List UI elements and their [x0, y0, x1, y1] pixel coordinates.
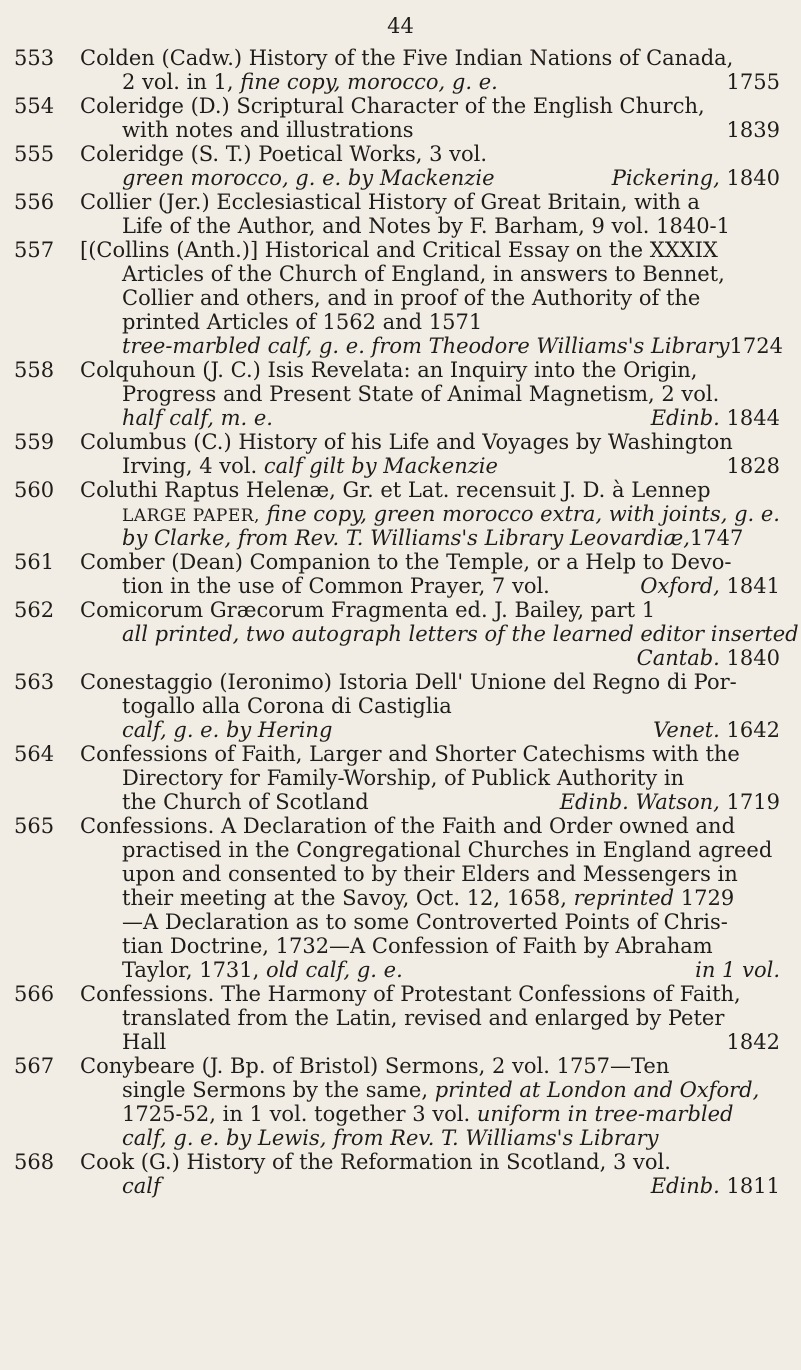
lot-number: 554: [14, 94, 55, 118]
binding-note: calf, g. e. by Lewis, from Rev. T. Williams's Library: [122, 1126, 659, 1150]
lot-number: 556: [14, 190, 55, 214]
entry-detail: Directory for Family-Worship, of Publick Authority in: [122, 766, 685, 790]
entry-date: 1840: [726, 646, 780, 670]
entry-detail: printed Articles of 1562 and 1571: [122, 310, 483, 334]
lot-number: 563: [14, 670, 55, 694]
entry-title: Confessions of Faith, Larger and Shorter Catechisms with the: [80, 742, 740, 766]
entry-detail: [122, 166, 780, 190]
lot-number: 561: [14, 550, 55, 574]
lot-number: 559: [14, 430, 55, 454]
entry-text: 1725-52, in 1 vol. together 3 vol.: [122, 1102, 477, 1126]
lot-number: 566: [14, 982, 55, 1006]
entry-text: Hall: [122, 1030, 167, 1054]
entry-detail: Life of the Author, and Notes by F. Barham, 9 vol. 1840-1: [122, 214, 731, 238]
entry-title: Coleridge (D.) Scriptural Character of the English Church,: [80, 94, 705, 118]
entry-text: Irving, 4 vol.: [122, 454, 264, 478]
binding-note: tree-marbled calf, g. e. from Theodore Williams's Library: [122, 334, 730, 358]
entry-detail: [122, 1174, 780, 1198]
entry-place: Edinb. Watson,: [559, 790, 720, 814]
entry-title: Comicorum Græcorum Fragmenta ed. J. Bailey, part 1: [80, 598, 656, 622]
entry-text: single Sermons by the same,: [122, 1078, 435, 1102]
entry-date: 1839: [726, 118, 780, 142]
entry-detail: practised in the Congregational Churches in England agreed: [122, 838, 773, 862]
entry-place: Pickering,: [611, 166, 720, 190]
entry-title: Collier (Jer.) Ecclesiastical History of Great Britain, with a: [80, 190, 700, 214]
large-paper-note: LARGE PAPER,: [122, 506, 260, 526]
entry-detail: togallo alla Corona di Castiglia: [122, 694, 452, 718]
entry-title: Coluthi Raptus Helenæ, Gr. et Lat. recensuit J. D. à Lennep: [80, 478, 711, 502]
lot-number: 555: [14, 142, 55, 166]
entry-date: 1840: [726, 166, 780, 190]
entry-place: Cantab.: [636, 646, 720, 670]
entry-detail: tian Doctrine, 1732—A Confession of Faith by Abraham: [122, 934, 713, 958]
entry-detail: upon and consented to by their Elders and Messengers in: [122, 862, 738, 886]
entry-detail: [122, 406, 780, 430]
entry-detail: [122, 70, 780, 94]
entry-text: their meeting at the Savoy, Oct. 12, 1658,: [122, 886, 574, 910]
entry-text: Taylor, 1731,: [122, 958, 266, 982]
entry-place: Edinb.: [650, 406, 720, 430]
lot-number: 553: [14, 46, 55, 70]
entry-date: 1811: [726, 1174, 780, 1198]
entry-date: 1729: [674, 886, 735, 910]
entry-title: Conestaggio (Ieronimo) Istoria Dell' Unione del Regno di Por-: [80, 670, 737, 694]
entry-detail: [122, 526, 780, 550]
binding-note: by Clarke, from Rev. T. Williams's Library Leovardiæ,: [122, 526, 690, 550]
binding-note: printed at London and Oxford,: [434, 1078, 760, 1102]
entry-detail: [122, 790, 780, 814]
binding-note: fine copy, green morocco extra, with joints, g. e.: [266, 502, 780, 526]
entry-title: Confessions. A Declaration of the Faith and Order owned and: [80, 814, 736, 838]
entry-title: Colquhoun (J. C.) Isis Revelata: an Inquiry into the Origin,: [80, 358, 698, 382]
entry-date: 1724: [729, 334, 783, 358]
entry-title: Coleridge (S. T.) Poetical Works, 3 vol.: [80, 142, 488, 166]
entry-text: the Church of Scotland: [122, 790, 369, 814]
entry-text: with notes and illustrations: [122, 118, 414, 142]
lot-number: 565: [14, 814, 55, 838]
binding-note: calf gilt by Mackenzie: [263, 454, 498, 478]
entry-detail: [122, 574, 780, 598]
binding-note: fine copy, morocco, g. e.: [240, 70, 498, 94]
entry-title: [(Collins (Anth.)] Historical and Critical Essay on the XXXIX: [80, 238, 718, 262]
entry-date: 1755: [726, 70, 780, 94]
entry-text: tion in the use of Common Prayer, 7 vol.: [122, 574, 550, 598]
entry-detail: —A Declaration as to some Controverted Points of Chris-: [122, 910, 728, 934]
entry-detail: [122, 454, 780, 478]
entry-title: Colden (Cadw.) History of the Five Indian Nations of Canada,: [80, 46, 734, 70]
entry-date: 1642: [726, 718, 780, 742]
entry-date: 1747: [689, 526, 744, 550]
binding-note: calf, g. e. by Hering: [122, 718, 333, 742]
lot-number: 557: [14, 238, 55, 262]
entry-detail: translated from the Latin, revised and enlarged by Peter: [122, 1006, 725, 1030]
entry-detail: [122, 1030, 780, 1054]
binding-note: half calf, m. e.: [122, 406, 273, 430]
lot-number: 562: [14, 598, 55, 622]
entry-detail: Progress and Present State of Animal Magnetism, 2 vol.: [122, 382, 720, 406]
binding-note: calf: [122, 1174, 161, 1198]
entry-place: Oxford,: [640, 574, 720, 598]
binding-note: green morocco, g. e. by Mackenzie: [122, 166, 495, 190]
binding-note: uniform in tree-marbled: [476, 1102, 734, 1126]
entry-title: Columbus (C.) History of his Life and Voyages by Washington: [80, 430, 733, 454]
entry-title: Conybeare (J. Bp. of Bristol) Sermons, 2 vol. 1757—Ten: [80, 1054, 670, 1078]
lot-number: 568: [14, 1150, 55, 1174]
entry-detail: [122, 1078, 780, 1102]
entry-detail: [122, 718, 780, 742]
page-number: 44: [387, 14, 414, 38]
entry-place: Venet.: [653, 718, 720, 742]
lot-number: 564: [14, 742, 55, 766]
entry-date: 1842: [726, 1030, 780, 1054]
entry-date: 1841: [726, 574, 780, 598]
entry-detail: [122, 502, 780, 528]
lot-number: 558: [14, 358, 55, 382]
entry-detail: [122, 958, 780, 982]
entry-title: Confessions. The Harmony of Protestant Confessions of Faith,: [80, 982, 741, 1006]
lot-number: 567: [14, 1054, 55, 1078]
binding-note: old calf, g. e.: [266, 958, 403, 982]
entry-date: 1828: [726, 454, 780, 478]
entry-date: 1844: [726, 406, 780, 430]
entry-date: 1719: [726, 790, 780, 814]
entry-detail: [122, 886, 780, 910]
entry-title: Cook (G.) History of the Reformation in Scotland, 3 vol.: [80, 1150, 671, 1174]
entry-detail: [122, 1102, 780, 1126]
entry-detail: Collier and others, and in proof of the Authority of the: [122, 286, 701, 310]
entry-detail: [122, 646, 780, 670]
entry-text: 2 vol. in 1,: [122, 70, 241, 94]
entry-place: Edinb.: [650, 1174, 720, 1198]
lot-number: 560: [14, 478, 55, 502]
entry-detail: [122, 118, 780, 142]
entry-detail: Articles of the Church of England, in answers to Bennet,: [122, 262, 725, 286]
entry-detail: [122, 334, 783, 358]
binding-note: reprinted: [573, 886, 675, 910]
volume-note: in 1 vol.: [695, 958, 780, 982]
entry-title: Comber (Dean) Companion to the Temple, or a Help to Devo-: [80, 550, 732, 574]
binding-note: all printed, two autograph letters of the learned editor inserted: [122, 622, 799, 646]
